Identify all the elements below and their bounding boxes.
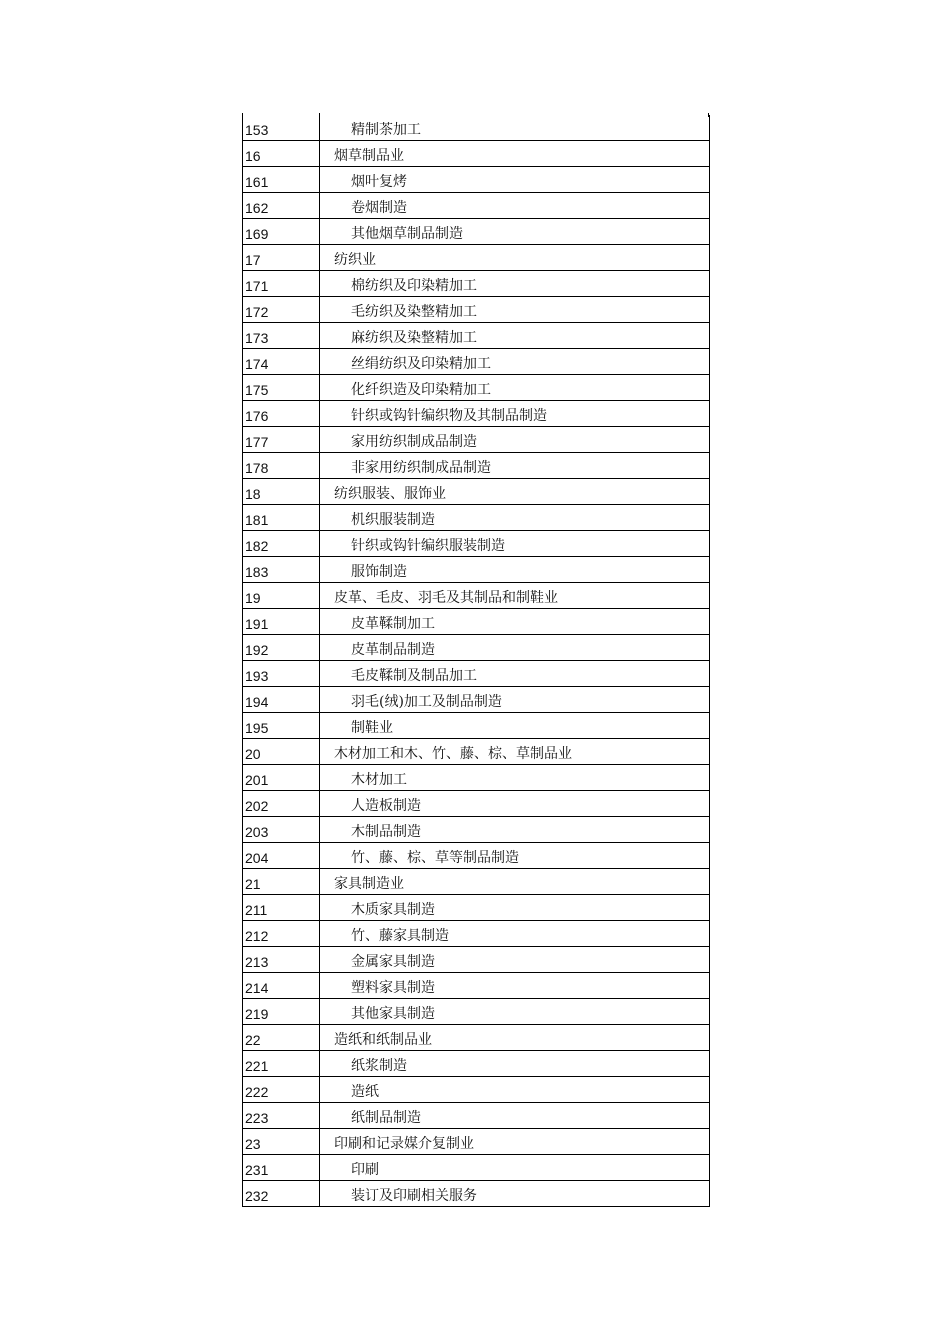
industry-code-cell: 19 [243,583,320,609]
industry-subcategory-name-cell: 木制品制造 [320,817,710,843]
table-row [243,505,710,531]
industry-category-name-cell: 纺织服装、服饰业 [320,479,710,505]
industry-code-cell: 161 [243,167,320,193]
table-row [243,245,710,271]
industry-subcategory-name-cell: 毛纺织及染整精加工 [320,297,710,323]
table-row [243,765,710,791]
table-row [243,271,710,297]
table-row [243,609,710,635]
table-row [243,791,710,817]
industry-code-cell: 173 [243,323,320,349]
table-row [243,323,710,349]
industry-subcategory-name-cell: 竹、藤家具制造 [320,921,710,947]
industry-subcategory-name-cell: 纸制品制造 [320,1103,710,1129]
industry-subcategory-name-cell: 装订及印刷相关服务 [320,1181,710,1207]
industry-code-cell: 162 [243,193,320,219]
industry-code-cell: 178 [243,453,320,479]
industry-subcategory-name-cell: 针织或钩针编织服装制造 [320,531,710,557]
table-row [243,713,710,739]
table-row [243,1129,710,1155]
industry-category-name-cell: 木材加工和木、竹、藤、棕、草制品业 [320,739,710,765]
table-row [243,479,710,505]
industry-code-cell: 232 [243,1181,320,1207]
industry-code-cell: 174 [243,349,320,375]
industry-subcategory-name-cell: 皮革制品制造 [320,635,710,661]
industry-subcategory-name-cell: 木质家具制造 [320,895,710,921]
industry-subcategory-name-cell: 竹、藤、棕、草等制品制造 [320,843,710,869]
industry-code-cell: 21 [243,869,320,895]
table-row [243,843,710,869]
table-row [243,817,710,843]
industry-code-cell: 223 [243,1103,320,1129]
industry-code-cell: 204 [243,843,320,869]
industry-code-cell: 193 [243,661,320,687]
table-row [243,401,710,427]
industry-code-cell: 222 [243,1077,320,1103]
industry-category-name-cell: 造纸和纸制品业 [320,1025,710,1051]
industry-subcategory-name-cell: 金属家具制造 [320,947,710,973]
table-row [243,1051,710,1077]
industry-code-cell: 172 [243,297,320,323]
table-body [243,115,710,1207]
table-row [243,453,710,479]
industry-subcategory-name-cell: 服饰制造 [320,557,710,583]
industry-code-cell: 175 [243,375,320,401]
industry-subcategory-name-cell: 造纸 [320,1077,710,1103]
table-row [243,1025,710,1051]
industry-code-cell: 181 [243,505,320,531]
industry-code-cell: 194 [243,687,320,713]
table-row [243,1103,710,1129]
table-row [243,739,710,765]
industry-subcategory-name-cell: 其他烟草制品制造 [320,219,710,245]
industry-code-cell: 213 [243,947,320,973]
industry-subcategory-name-cell: 木材加工 [320,765,710,791]
industry-subcategory-name-cell: 毛皮鞣制及制品加工 [320,661,710,687]
industry-subcategory-name-cell: 制鞋业 [320,713,710,739]
industry-subcategory-name-cell: 棉纺织及印染精加工 [320,271,710,297]
industry-code-cell: 182 [243,531,320,557]
industry-code-cell: 202 [243,791,320,817]
industry-subcategory-name-cell: 其他家具制造 [320,999,710,1025]
industry-subcategory-name-cell: 精制茶加工 [320,115,710,141]
industry-code-cell: 183 [243,557,320,583]
industry-code-cell: 20 [243,739,320,765]
industry-subcategory-name-cell: 印刷 [320,1155,710,1181]
industry-subcategory-name-cell: 丝绢纺织及印染精加工 [320,349,710,375]
industry-subcategory-name-cell: 针织或钩针编织物及其制品制造 [320,401,710,427]
industry-code-cell: 214 [243,973,320,999]
table-row [243,141,710,167]
table-row [243,167,710,193]
table-row [243,193,710,219]
industry-code-cell: 169 [243,219,320,245]
industry-code-cell: 16 [243,141,320,167]
table-row [243,895,710,921]
industry-subcategory-name-cell: 塑料家具制造 [320,973,710,999]
table-row [243,557,710,583]
industry-code-cell: 195 [243,713,320,739]
table-row [243,1155,710,1181]
industry-code-cell: 176 [243,401,320,427]
table-row [243,921,710,947]
industry-code-cell: 192 [243,635,320,661]
industry-category-name-cell: 印刷和记录媒介复制业 [320,1129,710,1155]
table-row [243,1077,710,1103]
table-row [243,427,710,453]
industry-subcategory-name-cell: 化纤织造及印染精加工 [320,375,710,401]
industry-subcategory-name-cell: 非家用纺织制成品制造 [320,453,710,479]
table-row [243,375,710,401]
industry-code-cell: 17 [243,245,320,271]
table-row [243,1181,710,1207]
table-row [243,115,710,141]
industry-code-cell: 153 [243,115,320,141]
table-row [243,947,710,973]
industry-code-cell: 203 [243,817,320,843]
industry-code-cell: 219 [243,999,320,1025]
industry-subcategory-name-cell: 麻纺织及染整精加工 [320,323,710,349]
industry-code-cell: 221 [243,1051,320,1077]
industry-subcategory-name-cell: 家用纺织制成品制造 [320,427,710,453]
industry-code-cell: 22 [243,1025,320,1051]
industry-category-name-cell: 烟草制品业 [320,141,710,167]
table-row [243,687,710,713]
industry-code-cell: 191 [243,609,320,635]
industry-code-cell: 211 [243,895,320,921]
industry-subcategory-name-cell: 羽毛(绒)加工及制品制造 [320,687,710,713]
industry-subcategory-name-cell: 皮革鞣制加工 [320,609,710,635]
table-row [243,531,710,557]
industry-code-cell: 171 [243,271,320,297]
table-row [243,349,710,375]
industry-subcategory-name-cell: 机织服装制造 [320,505,710,531]
table-row [243,583,710,609]
industry-subcategory-name-cell: 烟叶复烤 [320,167,710,193]
industry-code-cell: 177 [243,427,320,453]
table-row [243,869,710,895]
industry-code-cell: 201 [243,765,320,791]
table-row [243,661,710,687]
industry-category-name-cell: 纺织业 [320,245,710,271]
industry-category-name-cell: 家具制造业 [320,869,710,895]
industry-code-cell: 231 [243,1155,320,1181]
table-row [243,297,710,323]
table-row [243,973,710,999]
industry-subcategory-name-cell: 纸浆制造 [320,1051,710,1077]
industry-subcategory-name-cell: 卷烟制造 [320,193,710,219]
table-row [243,999,710,1025]
industry-code-cell: 212 [243,921,320,947]
table-row [243,219,710,245]
industry-classification-table [242,115,710,1207]
industry-subcategory-name-cell: 人造板制造 [320,791,710,817]
industry-code-cell: 18 [243,479,320,505]
table-row [243,635,710,661]
industry-category-name-cell: 皮革、毛皮、羽毛及其制品和制鞋业 [320,583,710,609]
industry-code-cell: 23 [243,1129,320,1155]
